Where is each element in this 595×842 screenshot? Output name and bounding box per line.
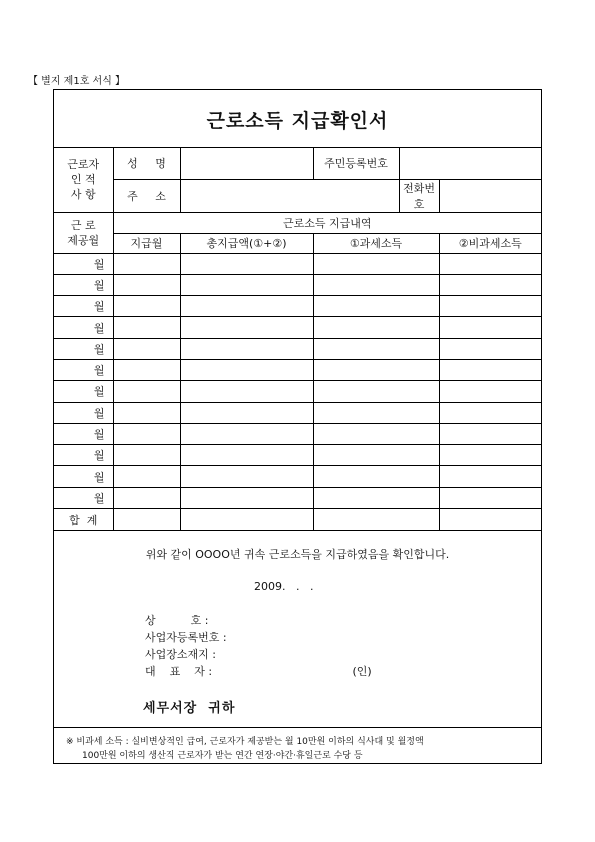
nontaxable-cell[interactable] [439, 274, 541, 295]
phone-label: 전화번호 [399, 179, 439, 212]
taxable-cell[interactable] [313, 445, 439, 466]
month-row [54, 402, 541, 423]
worker-label-3: 사 항 [70, 188, 96, 202]
month-row [54, 487, 541, 508]
pay-month-cell[interactable] [113, 423, 180, 444]
worker-info-section-label [54, 148, 113, 212]
nontaxable-cell[interactable] [439, 338, 541, 359]
address-field[interactable] [180, 179, 399, 212]
total-pay-month-cell[interactable] [113, 509, 180, 531]
month-row [54, 445, 541, 466]
pay-month-cell[interactable] [113, 359, 180, 380]
total-paid-cell[interactable] [180, 445, 313, 466]
work-month-label-2: 제공월 [67, 233, 100, 247]
title-box [54, 90, 541, 148]
form-title: 근로소득 지급확인서 [206, 110, 389, 132]
pay-month-cell[interactable] [113, 381, 180, 402]
rep-label: 대 표 자 : [145, 665, 213, 678]
month-label: 월 [54, 466, 113, 487]
name-field[interactable] [180, 148, 313, 179]
month-label: 월 [54, 338, 113, 359]
biz-address-label: 사업장소재지 : [145, 648, 216, 661]
total-paid-cell[interactable] [180, 338, 313, 359]
taxable-cell[interactable] [313, 274, 439, 295]
work-month-label-1: 근 로 [70, 218, 96, 232]
issuer-representative [145, 663, 372, 679]
month-row [54, 423, 541, 444]
total-nontaxable-cell[interactable] [439, 509, 541, 531]
month-label: 월 [54, 253, 113, 274]
total-paid-cell[interactable] [180, 402, 313, 423]
worker-label-2: 인 적 [70, 173, 96, 187]
issuer-address [145, 646, 231, 662]
month-label: 월 [54, 296, 113, 317]
nontaxable-cell[interactable] [439, 381, 541, 402]
taxable-cell[interactable] [313, 381, 439, 402]
month-label: 월 [54, 317, 113, 338]
footnote [66, 735, 536, 763]
month-label: 월 [54, 423, 113, 444]
col-nontaxable: ②비과세소득 [439, 233, 541, 253]
month-row [54, 466, 541, 487]
form-label: 【 별지 제1호 서식 】 [28, 76, 126, 87]
work-month-label [54, 212, 113, 253]
month-label: 월 [54, 381, 113, 402]
nontaxable-cell[interactable] [439, 445, 541, 466]
month-row [54, 359, 541, 380]
total-paid-cell[interactable] [180, 253, 313, 274]
month-row [54, 381, 541, 402]
confirm-text: 위와 같이 OOOO년 귀속 근로소득을 지급하였음을 확인합니다. [145, 548, 450, 561]
seal-mark: (인) [352, 665, 372, 678]
taxable-cell[interactable] [313, 402, 439, 423]
pay-month-cell[interactable] [113, 466, 180, 487]
total-taxable-cell[interactable] [313, 509, 439, 531]
pay-month-cell[interactable] [113, 487, 180, 508]
pay-month-cell[interactable] [113, 445, 180, 466]
month-row [54, 317, 541, 338]
month-label: 월 [54, 274, 113, 295]
month-label: 월 [54, 445, 113, 466]
nontaxable-cell[interactable] [439, 359, 541, 380]
addressee: 세무서장 귀하 [143, 701, 236, 716]
total-paid-cell[interactable] [180, 466, 313, 487]
issuer-biz-no [145, 629, 231, 645]
col-taxable: ①과세소득 [313, 233, 439, 253]
nontaxable-cell[interactable] [439, 423, 541, 444]
pay-month-cell[interactable] [113, 296, 180, 317]
col-total-paid: 총지급액(①+②) [180, 233, 313, 253]
payment-section-header: 근로소득 지급내역 [113, 212, 541, 233]
total-paid-cell[interactable] [180, 487, 313, 508]
taxable-cell[interactable] [313, 487, 439, 508]
nontaxable-cell[interactable] [439, 253, 541, 274]
month-label: 월 [54, 359, 113, 380]
month-row [54, 253, 541, 274]
taxable-cell[interactable] [313, 253, 439, 274]
taxable-cell[interactable] [313, 338, 439, 359]
total-paid-cell[interactable] [180, 296, 313, 317]
nontaxable-cell[interactable] [439, 317, 541, 338]
total-total-paid-cell[interactable] [180, 509, 313, 531]
month-row [54, 274, 541, 295]
taxable-cell[interactable] [313, 359, 439, 380]
trade-name-label: 상 호 : [145, 614, 209, 627]
taxable-cell[interactable] [313, 466, 439, 487]
name-label: 성 명 [113, 148, 180, 179]
footnote-line-1: ※ 비과세 소득 : 실비변상적인 급여, 근로자가 제공받는 월 10만원 이하의 식사대 및 월정액 [66, 737, 424, 747]
col-pay-month: 지급월 [113, 233, 180, 253]
rrn-label: 주민등록번호 [313, 148, 399, 179]
nontaxable-cell[interactable] [439, 296, 541, 317]
total-paid-cell[interactable] [180, 317, 313, 338]
taxable-cell[interactable] [313, 317, 439, 338]
biz-no-label: 사업자등록번호 : [145, 631, 227, 644]
month-label: 월 [54, 487, 113, 508]
month-row [54, 296, 541, 317]
nontaxable-cell[interactable] [439, 466, 541, 487]
rrn-field[interactable] [399, 148, 541, 179]
issuer-trade-name [145, 612, 231, 628]
total-paid-cell[interactable] [180, 359, 313, 380]
nontaxable-cell[interactable] [439, 487, 541, 508]
taxable-cell[interactable] [313, 423, 439, 444]
worker-label-1: 근로자 [67, 158, 100, 172]
taxable-cell[interactable] [313, 296, 439, 317]
nontaxable-cell[interactable] [439, 402, 541, 423]
issue-date: 2009. . . [254, 580, 314, 593]
total-paid-cell[interactable] [180, 274, 313, 295]
total-paid-cell[interactable] [180, 381, 313, 402]
pay-month-cell[interactable] [113, 274, 180, 295]
pay-month-cell[interactable] [113, 402, 180, 423]
pay-month-cell[interactable] [113, 338, 180, 359]
total-paid-cell[interactable] [180, 423, 313, 444]
pay-month-cell[interactable] [113, 317, 180, 338]
total-label: 합 계 [54, 509, 113, 531]
address-label: 주 소 [113, 179, 180, 212]
form-table [54, 148, 541, 531]
pay-month-cell[interactable] [113, 253, 180, 274]
month-label: 월 [54, 402, 113, 423]
total-row [54, 509, 541, 531]
phone-field[interactable] [439, 179, 541, 212]
footnote-line-2: 100만원 이하의 생산직 근로자가 받는 연간 연장·야간·휴일근로 수당 등 [82, 751, 363, 761]
notes-divider [54, 727, 541, 728]
month-row [54, 338, 541, 359]
